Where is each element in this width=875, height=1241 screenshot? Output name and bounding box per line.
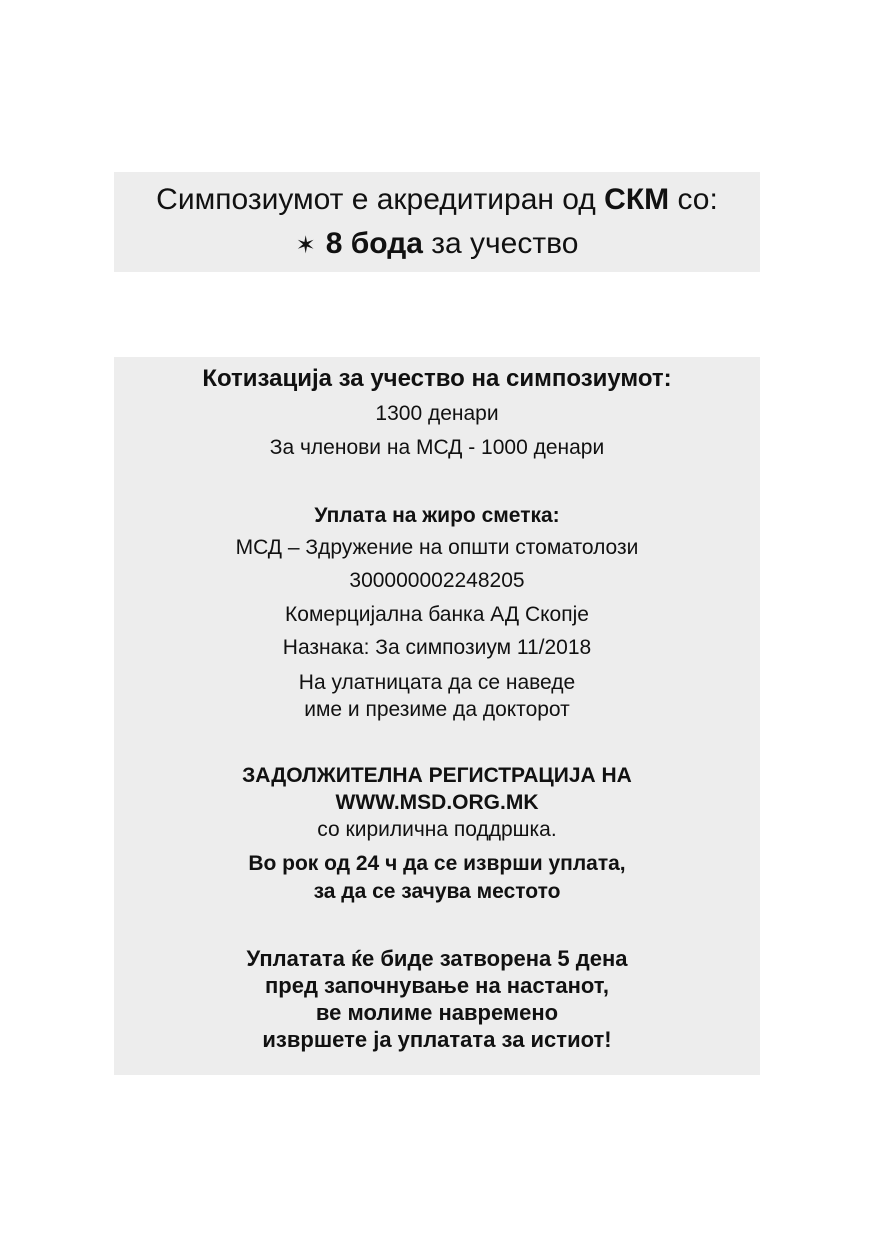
fee-title: Котизација за учество на симпозиумот: [202, 365, 672, 392]
fee-price: 1300 денари [375, 402, 499, 425]
fee-member-price: За членови на МСД - 1000 денари [269, 436, 605, 459]
star-icon: ✶ [295, 232, 316, 259]
payment-note-line1: На улатницата да се наведе [298, 671, 576, 694]
points-suffix: за учество [422, 227, 579, 260]
registration-website: WWW.MSD.ORG.MK [335, 791, 539, 814]
closing-line2: пред започнување на настанот, [265, 973, 609, 998]
accreditation-box [114, 172, 760, 272]
closing-line3: ве молиме навремено [315, 1000, 559, 1025]
accreditation-statement [114, 182, 760, 218]
payment-heading: Уплата на жиро сметка: [314, 504, 560, 527]
closing-line1: Уплатата ќе биде затворена 5 дена [246, 946, 628, 971]
accreditation-points [114, 226, 760, 264]
payment-purpose: Назнака: За симпозиум 11/2018 [282, 636, 592, 659]
fee-info-box [114, 357, 760, 1075]
registration-deadline-line1: Во рок од 24 ч да се изврши уплата, [248, 852, 626, 875]
closing-line4: извршете ја уплатата за истиот! [262, 1027, 612, 1052]
payment-account: 300000002248205 [349, 569, 525, 592]
payment-note-line2: име и презиме да докторот [304, 698, 570, 721]
accreditation-prefix: Симпозиумот е акредитиран од [156, 183, 605, 216]
registration-support: со кирилична поддршка. [317, 818, 557, 841]
registration-line1: ЗАДОЛЖИТЕЛНА РЕГИСТРАЦИЈА НА [242, 764, 632, 787]
accreditation-suffix: со: [669, 183, 718, 216]
payment-recipient: МСД – Здружение на општи стоматолози [235, 536, 639, 559]
registration-deadline-line2: за да се зачува местото [313, 880, 561, 903]
points-value: 8 бода [325, 227, 423, 260]
payment-bank: Комерцијална банка АД Скопје [285, 603, 589, 626]
accreditation-body: СКМ [604, 183, 670, 216]
